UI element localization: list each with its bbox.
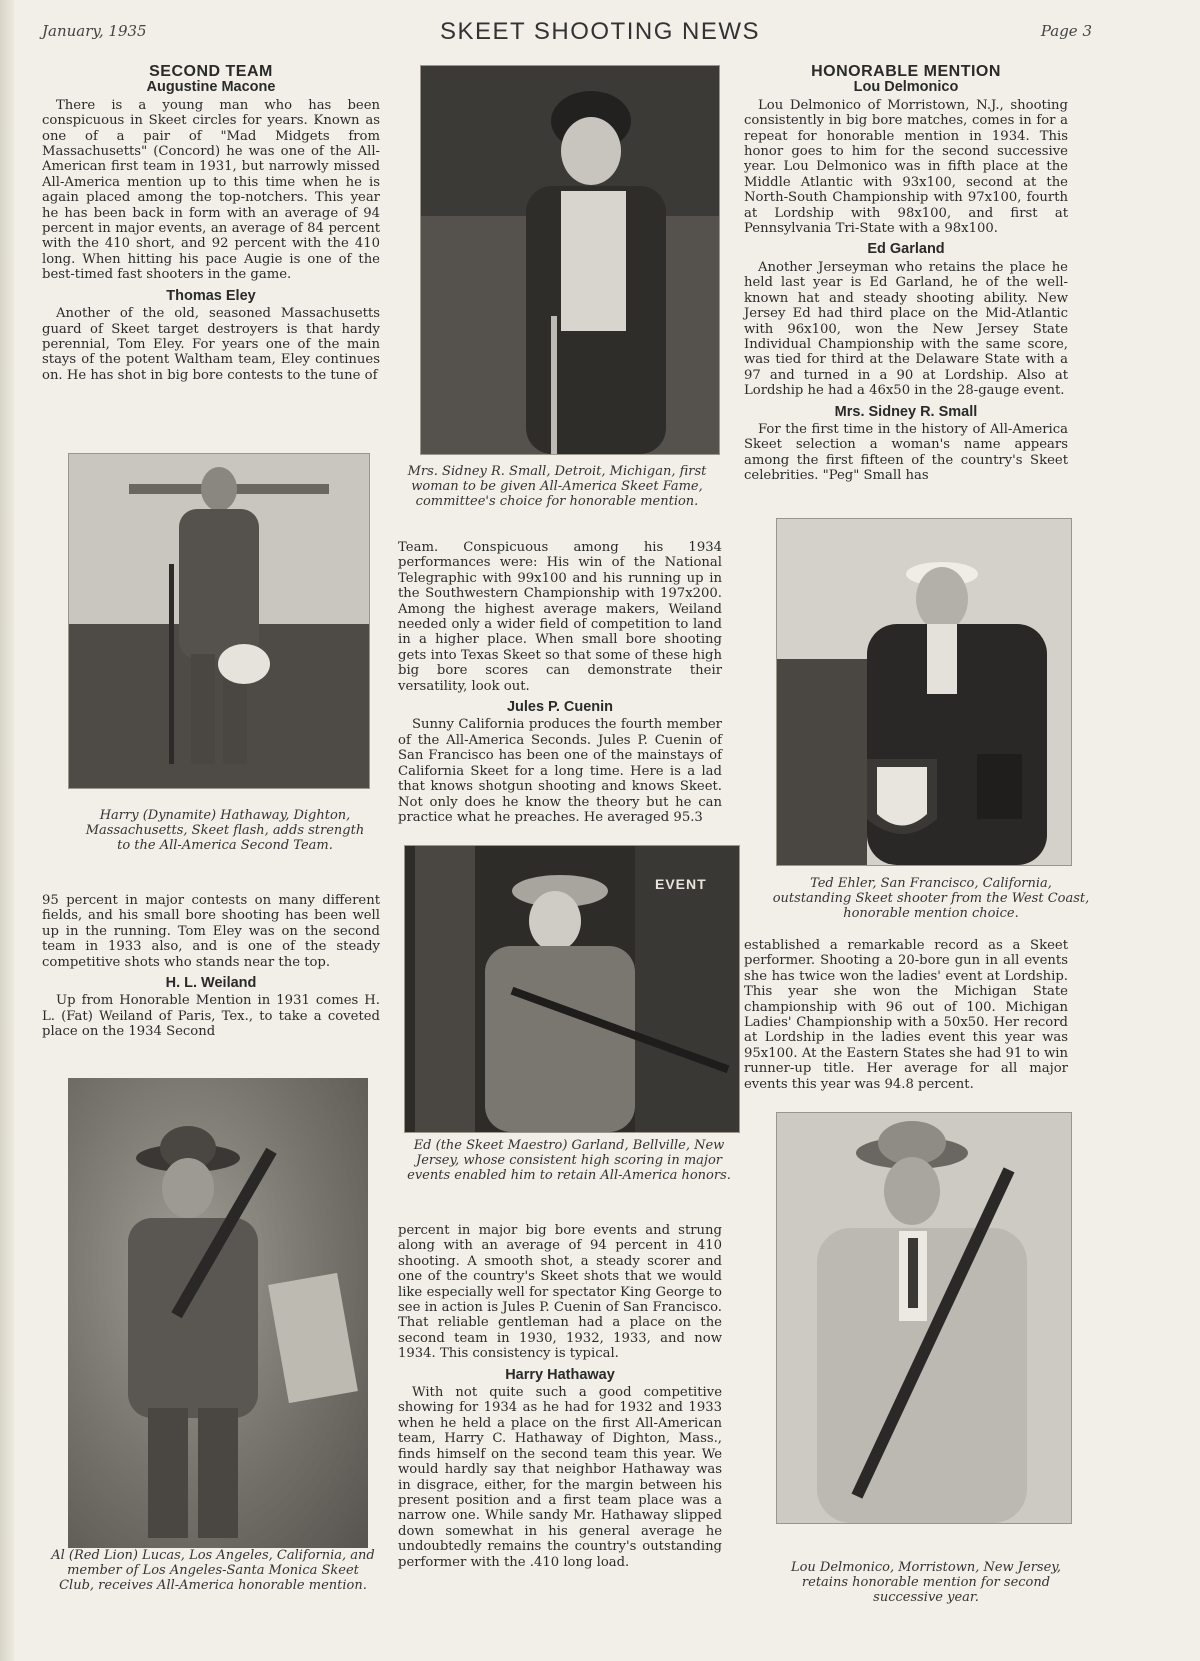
- heading-cuenin: Jules P. Cuenin: [506, 699, 614, 716]
- photo-delmonico: [776, 1112, 1072, 1524]
- column-3: [744, 58, 1068, 484]
- photo-ehler-figure: [777, 519, 1071, 865]
- article-eley: Another of the old, seasoned Massachusetts guard of Skeet target destroyers is that hardy perennial, Tom Eley. For years one of the main stays of the potent Waltham team, Eley continues on. He has shot in big bore contests to the tune of: [42, 306, 380, 383]
- photo-lucas: [68, 1078, 368, 1548]
- heading-eley: Thomas Eley: [166, 287, 256, 304]
- article-mrs-small: For the first time in the history of All-America Skeet selection a woman's name appears among the first fifteen of the country's Skeet celebrities. "Peg" Small has: [744, 421, 1068, 484]
- caption-ehler: Ted Ehler, San Francisco, California, outstanding Skeet shooter from the West Coast, honorable mention choice.: [772, 876, 1090, 921]
- article-cuenin-continued: percent in major big bore events and strung along with an average of 94 percent in 410 shooting. A smooth shot, a steady scorer and one of the country's Skeet shots that we would like especially well for spectator King George to see in action is Jules P. Cuenin of San Francisco. That reliable gentleman had a place on the second team in 1930, 1932, 1933, and now 1934. This consistency is typical.: [398, 1223, 722, 1362]
- heading-delmonico: Lou Delmonico: [853, 79, 959, 96]
- heading-weiland: H. L. Weiland: [165, 975, 257, 992]
- heading-hathaway: Harry Hathaway: [505, 1366, 615, 1383]
- section-title-second-team: SECOND TEAM: [149, 63, 273, 80]
- column-2: [398, 540, 722, 825]
- column-1-continued: [42, 893, 380, 1040]
- photo-ehler: [776, 518, 1072, 866]
- photo-garland: [404, 845, 740, 1133]
- caption-small: Mrs. Sidney R. Small, Detroit, Michigan, first woman to be given All-America Skeet Fame, committee's choice for honorable mention.: [407, 464, 707, 509]
- header-date: January, 1935: [42, 22, 147, 40]
- article-macone: There is a young man who has been conspicuous in Skeet circles for years. Known as one of a pair of "Mad Midgets from Massachusetts" (Concord) he was one of the All-American first team in 1931, but narrowly missed All-America mention up to this time when he is again placed among the top-notchers. This year he has been back in form with an average of 94 percent in major events, an average of 84 percent with the 410 short, and 92 percent with the 410 long. When hitting his pace Augie is one of the best-timed fast shooters in the game.: [42, 97, 380, 283]
- article-hathaway: With not quite such a good competitive showing for 1934 as he had for 1932 and 1933 when he held a place on the first All-American team, Harry C. Hathaway of Dighton, Mass., finds himself on the second team this year. We would hardly say that neighbor Hathaway was in disgrace, either, for the margin between his present position and a first team place was a narrow one. While sandy Mr. Hathaway slipped down somewhat in his general average he undoubtedly remains the country's outstanding performer with the .410 long load.: [398, 1385, 722, 1570]
- column-1: [42, 58, 380, 383]
- heading-mrs-small: Mrs. Sidney R. Small: [834, 403, 978, 420]
- caption-hathaway: Harry (Dynamite) Hathaway, Dighton, Massachusetts, Skeet flash, adds strength to the All-America Second Team.: [85, 808, 365, 853]
- caption-lucas: Al (Red Lion) Lucas, Los Angeles, California, and member of Los Angeles-Santa Monica Skeet Club, receives All-America honorable mention.: [51, 1548, 375, 1593]
- column-2-continued: [398, 1223, 722, 1570]
- heading-garland: Ed Garland: [867, 241, 945, 258]
- photo-small-figure: [421, 66, 719, 454]
- section-title-honorable-mention: HONORABLE MENTION: [811, 63, 1001, 80]
- article-eley-continued: 95 percent in major contests on many different fields, and his small bore shooting has been well up in the running. Tom Eley was on the second team in 1933 also, and is one of the steady competitive shots who stands near the top.: [42, 893, 380, 970]
- photo-delmonico-figure: [777, 1113, 1071, 1523]
- heading-macone: Augustine Macone: [146, 79, 276, 96]
- article-weiland-continued: Team. Conspicuous among his 1934 performances were: His win of the National Telegraphic with 99x100 and his running up in the Southwestern Championship with 197x200. Among the highest average makers, Weiland needed only a wider field of competition to land in a higher place. When small bore shooting gets into Texas Skeet so that some of these high big bore scores can demonstrate their versatility, look out.: [398, 540, 722, 694]
- article-delmonico: Lou Delmonico of Morristown, N.J., shooting consistently in big bore matches, comes in for a repeat for honorable mention in 1934. This honor goes to him for the second successive year. Lou Delmonico was in fifth place at the Middle Atlantic with 93x100, second at the North-South Championship with 97x100, fourth at Lordship with 98x100, and first at Pennsylvania Tri-State with a 98x100.: [744, 97, 1068, 237]
- caption-delmonico: Lou Delmonico, Morristown, New Jersey, retains honorable mention for second successive year.: [790, 1560, 1062, 1605]
- photo-small: [420, 65, 720, 455]
- header-title: SKEET SHOOTING NEWS: [439, 18, 761, 45]
- photo-garland-board-text: EVENT: [655, 876, 707, 892]
- photo-hathaway-figure: [69, 454, 369, 788]
- article-mrs-small-continued: established a remarkable record as a Skeet performer. Shooting a 20-bore gun in all events she has twice won the ladies' event at Lordship. This year she won the Michigan State championship with 96 out of 100. Michigan Ladies' Championship with a 50x50. Her record at Lordship in the ladies event this year was 95x100. At the Eastern States she had 91 to win runner-up title. Her average for all major events this year was 94.8 percent.: [744, 938, 1068, 1092]
- article-weiland: Up from Honorable Mention in 1931 comes H. L. (Fat) Weiland of Paris, Tex., to take a coveted place on the 1934 Second: [42, 993, 380, 1040]
- page-edge: [0, 0, 14, 1661]
- photo-lucas-figure: [68, 1078, 368, 1548]
- article-cuenin: Sunny California produces the fourth member of the All-America Seconds. Jules P. Cuenin of San Francisco has been one of the mainstays of California Skeet for a long time. Here is a lad that knows shotgun shooting and knows Skeet. Not only does he know the theory but he can practice what he preaches. He averaged 95.3: [398, 717, 722, 825]
- header-page-number: Page 3: [1040, 22, 1092, 40]
- article-garland: Another Jerseyman who retains the place he held last year is Ed Garland, he of the well-known hat and steady shooting ability. New Jersey Ed had third place on the Mid-Atlantic with 96x100, won the New Jersey State Individual Championship with the same score, was tied for third at the Delaware State with a 97 and turned in a 90 at Lordship. Also at Lordship he had a 46x50 in the 28-gauge event.: [744, 259, 1068, 399]
- photo-hathaway: [68, 453, 370, 789]
- column-3-continued: [744, 938, 1068, 1092]
- caption-garland: Ed (the Skeet Maestro) Garland, Bellville, New Jersey, whose consistent high scoring in major events enabled him to retain All-America honors.: [407, 1138, 731, 1183]
